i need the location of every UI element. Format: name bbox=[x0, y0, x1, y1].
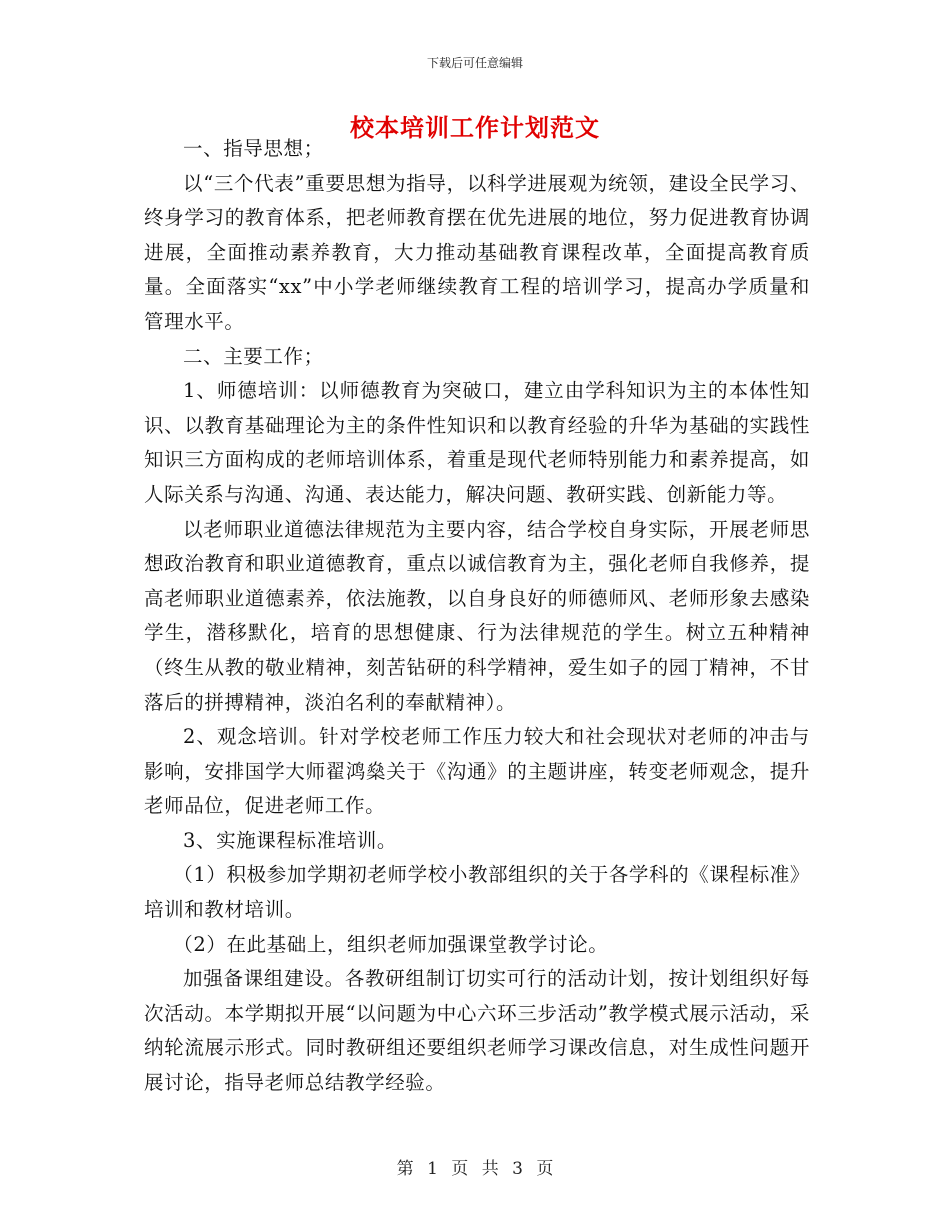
footer-page-word: 页 bbox=[451, 1159, 469, 1179]
paragraph-concept-training: 2、观念培训。针对学校老师工作压力较大和社会现状对老师的冲击与影响，安排国学大师翟鸿燊关于《沟通》的主题讲座，转变老师观念，提升老师品位，促进老师工作。 bbox=[144, 725, 810, 818]
footer-total-word: 共 bbox=[481, 1159, 499, 1179]
page-header-note: 下载后可任意编辑 bbox=[426, 56, 523, 70]
document-title: 校本培训工作计划范文 bbox=[350, 113, 600, 142]
paragraph-guiding-ideology: 以“三个代表”重要思想为指导，以科学进展观为统领，建设全民学习、终身学习的教育体系，把老师教育摆在优先进展的地位，努力促进教育协调进展，全面推动素养教育，大力推动基础教育课程改革，全面提高教育质量。全面落实“xx”中小学老师继续教育工程的培训学习，提高办学质量和管理水平。 bbox=[144, 171, 810, 333]
paragraph-professional-ethics: 以老师职业道德法律规范为主要内容，结合学校自身实际，开展老师思想政治教育和职业道德教育，重点以诚信教育为主，强化老师自我修养，提高老师职业道德素养，依法施教，以自身良好的师德师风、老师形象去感染学生，潜移默化，培育的思想健康、行为法律规范的学生。树立五种精神（终生从教的敬业精神，刻苦钻研的科学精神，爱生如子的园丁精神，不甘落后的拼搏精神，淡泊名利的奉献精神）。 bbox=[144, 517, 810, 714]
paragraph-lesson-group: 加强备课组建设。各教研组制订切实可行的活动计划，按计划组织好每次活动。本学期拟开展“以问题为中心六环三步活动”教学模式展示活动，采纳轮流展示形式。同时教研组还要组织老师学习课改信息，对生成性问题开展讨论，指导老师总结教学经验。 bbox=[144, 967, 810, 1095]
footer-page-number: 1 bbox=[427, 1159, 438, 1179]
paragraph-item-1: （1）积极参加学期初老师学校小教部组织的关于各学科的《课程标准》培训和教材培训。 bbox=[144, 863, 810, 922]
document-body bbox=[144, 132, 810, 1101]
section-heading-guiding-ideology: 一、指导思想； bbox=[183, 137, 324, 160]
paragraph-item-2: （2）在此基础上，组织老师加强课堂教学讨论。 bbox=[173, 932, 609, 956]
footer-suffix: 页 bbox=[536, 1159, 554, 1179]
section-heading-main-work: 二、主要工作； bbox=[183, 344, 324, 368]
page-footer bbox=[0, 1154, 950, 1179]
paragraph-curriculum-standards: 3、实施课程标准培训。 bbox=[183, 828, 398, 852]
paragraph-ethics-training: 1、师德培训：以师德教育为突破口，建立由学科知识为主的本体性知识、以教育基础理论为主的条件性知识和以教育经验的升华为基础的实践性知识三方面构成的老师培训体系，着重是现代老师特别能力和素养提高，如人际关系与沟通、沟通、表达能力，解决问题、教研实践、创新能力等。 bbox=[144, 379, 810, 506]
footer-prefix: 第 bbox=[396, 1159, 414, 1179]
footer-total-pages: 3 bbox=[512, 1159, 523, 1179]
